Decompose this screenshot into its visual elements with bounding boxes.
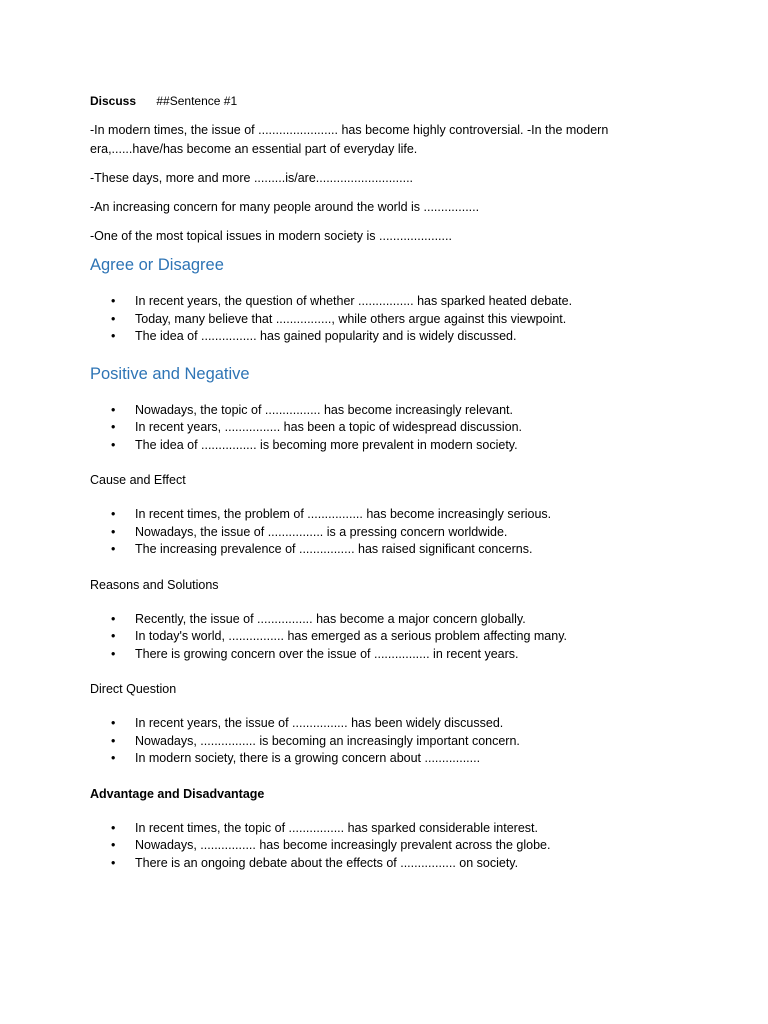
bullet-icon: • [111, 311, 116, 326]
section-title-advantage-disadvantage: Advantage and Disadvantage [90, 786, 265, 801]
bullet-icon: • [111, 402, 116, 417]
intro-paragraph-2: -These days, more and more .........is/are............................ [90, 171, 414, 185]
bullet-icon: • [111, 716, 116, 730]
list-item: • Nowadays, ................ has become increasingly prevalent across the globe. [90, 837, 680, 855]
bullet-icon: • [111, 437, 116, 452]
list-cause-effect [90, 506, 680, 559]
list-item: • The idea of ................ is becoming more prevalent in modern society. [90, 437, 680, 455]
document-page [90, 92, 680, 889]
list-item: • The idea of ................ has gained popularity and is widely discussed. [90, 328, 680, 346]
bullet-icon: • [111, 611, 116, 626]
list-item: • Nowadays, the topic of ................ has become increasingly relevant. [90, 402, 680, 420]
discuss-label: Discuss [90, 94, 137, 108]
list-positive-negative [90, 402, 680, 455]
list-item: • There is an ongoing debate about the effects of ................ on society. [90, 855, 680, 873]
section-title-reasons-solutions: Reasons and Solutions [90, 577, 219, 592]
list-reasons-solutions [90, 611, 680, 664]
bullet-icon: • [111, 507, 116, 521]
section-title-cause-effect: Cause and Effect [90, 473, 186, 487]
list-item: • The increasing prevalence of ................ has raised significant concerns. [90, 541, 680, 559]
list-item: • There is growing concern over the issue of ................ in recent years. [90, 646, 680, 664]
list-item: • In recent times, the topic of ................ has sparked considerable interest. [90, 820, 680, 838]
bullet-icon: • [111, 420, 116, 434]
header-line [90, 92, 680, 110]
intro-paragraph-3: -An increasing concern for many people around the world is ................ [90, 200, 480, 214]
list-item: • In recent times, the problem of ................ has become increasingly serious. [90, 506, 680, 524]
bullet-icon: • [111, 329, 116, 343]
bullet-icon: • [111, 294, 116, 308]
bullet-icon: • [111, 838, 116, 852]
bullet-icon: • [111, 542, 116, 556]
list-item: • In recent years, ................ has been a topic of widespread discussion. [90, 419, 680, 437]
list-agree-disagree [90, 293, 680, 346]
intro-paragraph-1: -In modern times, the issue of ....................... has become highly controversial. -In the modern era,......have/has become an essential part of everyday life. [90, 123, 609, 156]
bullet-icon: • [111, 524, 116, 539]
bullet-icon: • [111, 820, 116, 835]
list-item: • Nowadays, ................ is becoming an increasingly important concern. [90, 733, 680, 751]
bullet-icon: • [111, 629, 116, 643]
section-title-direct-question: Direct Question [90, 682, 177, 696]
bullet-icon: • [111, 646, 116, 661]
intro-paragraph-4: -One of the most topical issues in modern society is ..................... [90, 229, 452, 243]
list-item: • Nowadays, the issue of ................ is a pressing concern worldwide. [90, 524, 680, 542]
list-item: • In recent years, the question of whether ................ has sparked heated debate. [90, 293, 680, 311]
section-title-agree-disagree: Agree or Disagree [90, 256, 224, 274]
list-item: • In recent years, the issue of ................ has been widely discussed. [90, 715, 680, 733]
list-item: • In modern society, there is a growing concern about ................ [90, 750, 680, 768]
bullet-icon: • [111, 751, 116, 765]
list-item: • Today, many believe that ................, while others argue against this viewpoint. [90, 311, 680, 329]
sentence-label: ##Sentence #1 [156, 94, 238, 108]
list-item: • Recently, the issue of ................ has become a major concern globally. [90, 611, 680, 629]
list-direct-question [90, 715, 680, 768]
list-advantage-disadvantage [90, 820, 680, 873]
bullet-icon: • [111, 855, 116, 870]
bullet-icon: • [111, 733, 116, 748]
section-title-positive-negative: Positive and Negative [90, 364, 250, 383]
list-item: • In today's world, ................ has emerged as a serious problem affecting many. [90, 628, 680, 646]
